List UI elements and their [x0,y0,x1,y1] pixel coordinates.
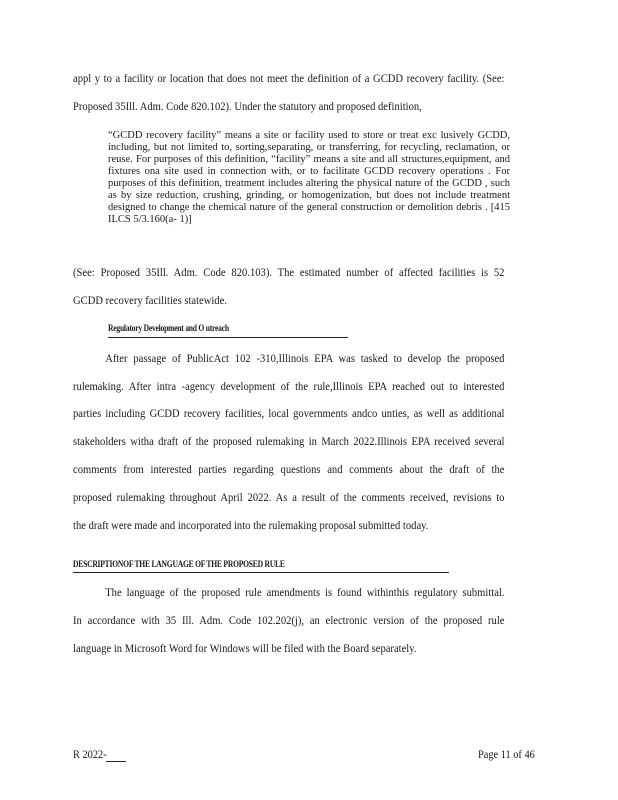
paragraph-line: (See: Proposed 35Ill. Adm. Code 820.103). The estimated number of affected facilities is 52 [73,267,505,279]
paragraph-line: The language of the proposed rule amendments is found withinthis regulatory submittal. [105,587,505,599]
paragraph-line: proposed rulemaking throughout April 2022. As a result of the comments received, revisions to [73,492,505,504]
paragraph-line: rulemaking. After intra -agency development of the rule,Illinois EPA reached out to interested [73,381,505,393]
section-heading-outreach: Regulatory Development and O utreach [108,324,229,334]
paragraph-line: In accordance with 35 Ill. Adm. Code 102.202(j), an electronic version of the proposed rule [73,615,505,627]
heading-underline [73,572,449,573]
section-heading-description: DESCRIPTIONOF THE LANGUAGE OF THE PROPOSED RULE [73,560,285,570]
paragraph-line: parties including GCDD recovery facilities, local governments andco unties, as well as additional [73,408,505,420]
paragraph-line: the draft were made and incorporated into the rulemaking proposal submitted today. [73,520,429,532]
statutory-quote: “GCDD recovery facility” means a site or facility used to store or treat exc lusively GCDD, including, but not limited to, sorting,separating, or transferring, for recycling, reclamation, or reuse. For purposes of this definition, “facility” means a site and all structures,equipment, and fixtures ona site used in connection with, or to facilitate GCDD recovery operations . For purposes of this definition, treatment includes altering the physical nature of the GCDD , such as by size reduction, crushing, grinding, or homogenization, but does not include treatment designed to change the chemical nature of the general construction or demolition debris . [415 ILCS 5/3.160(a- 1)] [108,130,510,225]
paragraph-line: comments from interested parties regarding questions and comments about the draft of the [73,464,505,476]
paragraph-line: appl y to a facility or location that does not meet the definition of a GCDD recovery facility. (See: [73,73,505,85]
paragraph-line: language in Microsoft Word for Windows will be filed with the Board separately. [73,643,417,655]
paragraph-line: After passage of PublicAct 102 -310,Illinois EPA was tasked to develop the proposed [105,353,505,365]
docket-number: R 2022- [73,749,107,761]
heading-underline [108,337,348,338]
page-number: Page 11 of 46 [478,749,535,761]
paragraph-line: GCDD recovery facilities statewide. [73,295,227,307]
docket-blank-line [106,761,126,762]
paragraph-line: Proposed 35Ill. Adm. Code 820.102). Under the statutory and proposed definition, [73,101,422,113]
paragraph-line: stakeholders witha draft of the proposed rulemaking in March 2022.Illinois EPA received several [73,436,505,448]
